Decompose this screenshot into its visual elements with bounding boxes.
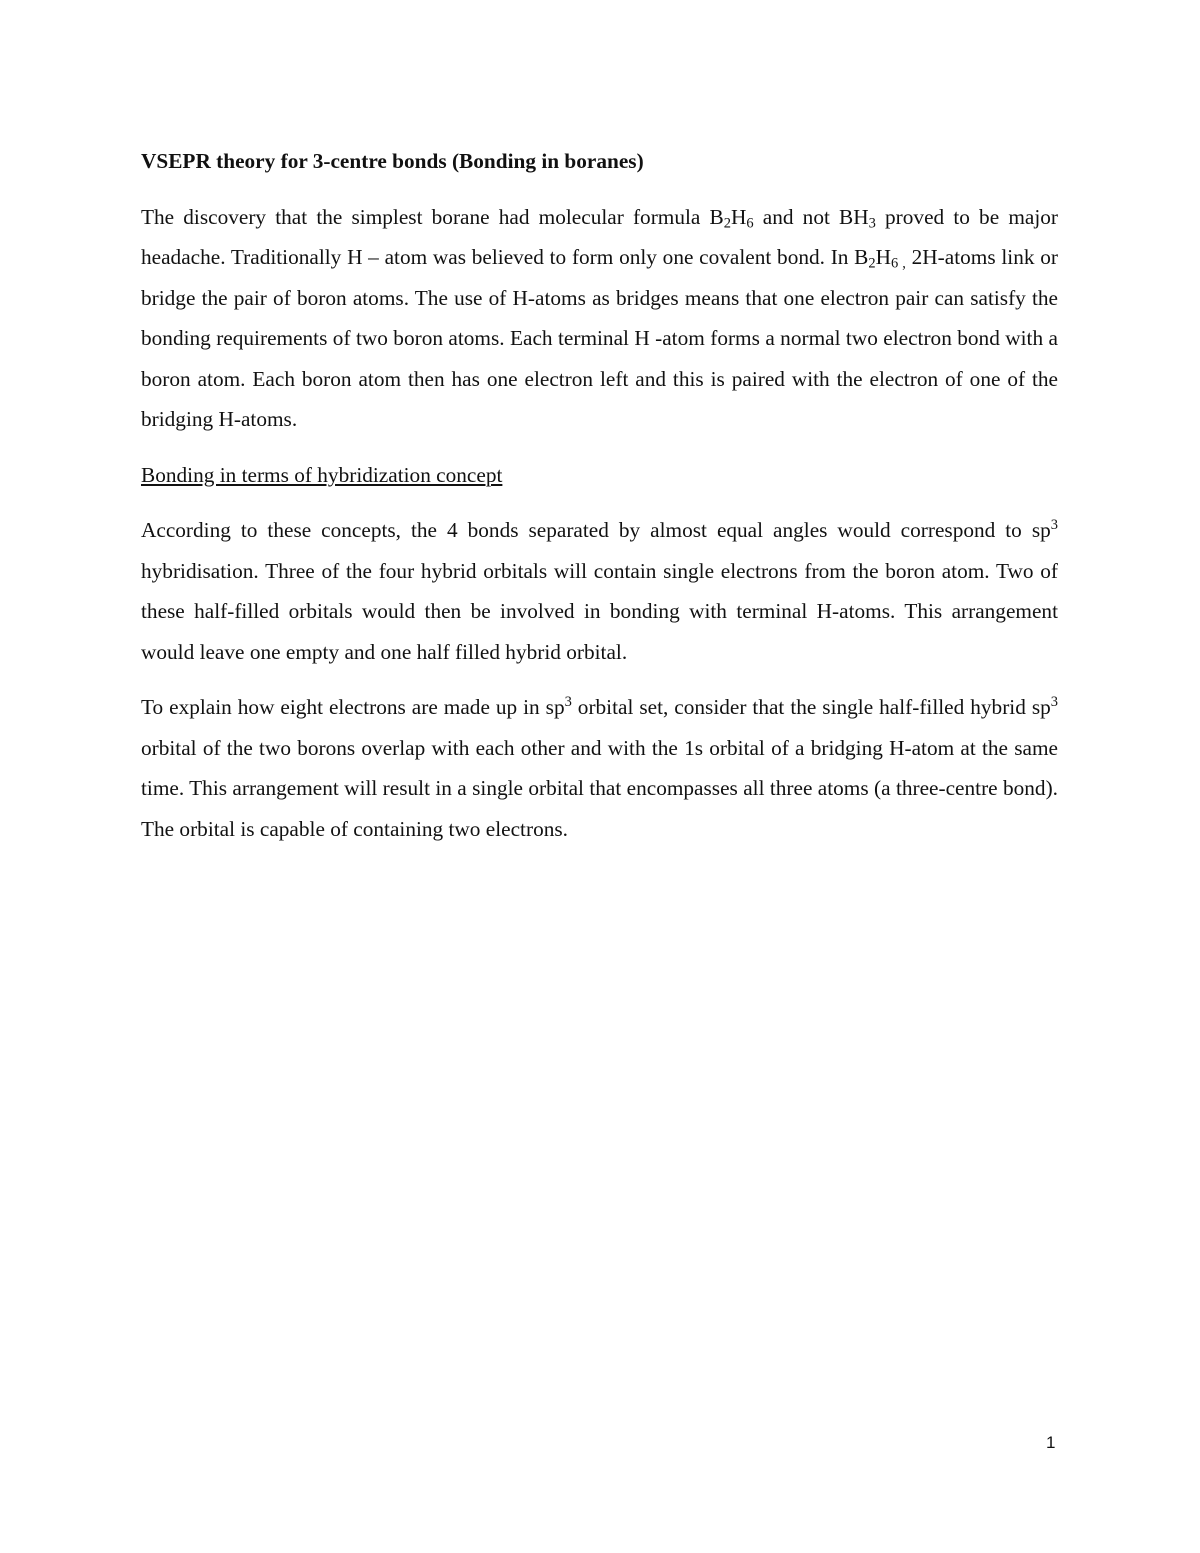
- paragraph-borane-discovery: [141, 197, 1058, 440]
- subscript: 3: [868, 215, 876, 232]
- section-subheading: Bonding in terms of hybridization concept: [141, 462, 503, 487]
- paragraph-hybridisation: [141, 510, 1058, 672]
- text-run: H: [875, 245, 892, 269]
- text-run: hybridisation. Three of the four hybrid orbitals will contain single electrons from the boron atom. Two of these half-filled orbitals would then be involved in bonding with terminal H-atoms. This arrangement would leave one empty and one half filled hybrid orbital.: [141, 558, 1058, 664]
- text-run: orbital set, consider that the single half-filled hybrid sp: [571, 695, 1051, 719]
- text-run: 2H-atoms link or bridge the pair of boron atoms. The use of H-atoms as bridges means that one electron pair can satisfy the bonding requirements of two boron atoms. Each terminal H -atom forms a normal two electron bond with a boron atom. Each boron atom then has one electron left and this is paired with the electron of one of the bridging H-atoms.: [141, 245, 1058, 431]
- superscript: 3: [1050, 694, 1058, 711]
- superscript: 3: [564, 694, 572, 711]
- paragraph-three-centre-bond: [141, 687, 1058, 849]
- page-content: [141, 141, 1058, 864]
- subscript: 6: [746, 215, 754, 232]
- text-run: According to these concepts, the 4 bonds separated by almost equal angles would correspond to sp: [141, 518, 1051, 542]
- document-title: VSEPR theory for 3-centre bonds (Bonding in boranes): [141, 149, 644, 173]
- text-run: orbital of the two borons overlap with each other and with the 1s orbital of a bridging H-atom at the same time. This arrangement will result in a single orbital that encompasses all three atoms (a three-centre bond). The orbital is capable of containing two electrons.: [141, 735, 1058, 841]
- subscript: 2: [723, 215, 731, 232]
- text-run: H: [730, 204, 747, 229]
- text-run: The discovery that the simplest borane had molecular formula B: [141, 204, 724, 229]
- text-run: To explain how eight electrons are made up in sp: [141, 695, 565, 719]
- subscript: 6 ,: [891, 255, 906, 272]
- subscript: 2: [868, 255, 876, 272]
- text-run: and not BH: [753, 204, 869, 229]
- superscript: 3: [1050, 517, 1058, 534]
- text-run: proved to be major headache. Traditionally H – atom was believed to form only one covalent bond. In B: [141, 204, 1058, 269]
- page-number: 1: [1046, 1433, 1056, 1452]
